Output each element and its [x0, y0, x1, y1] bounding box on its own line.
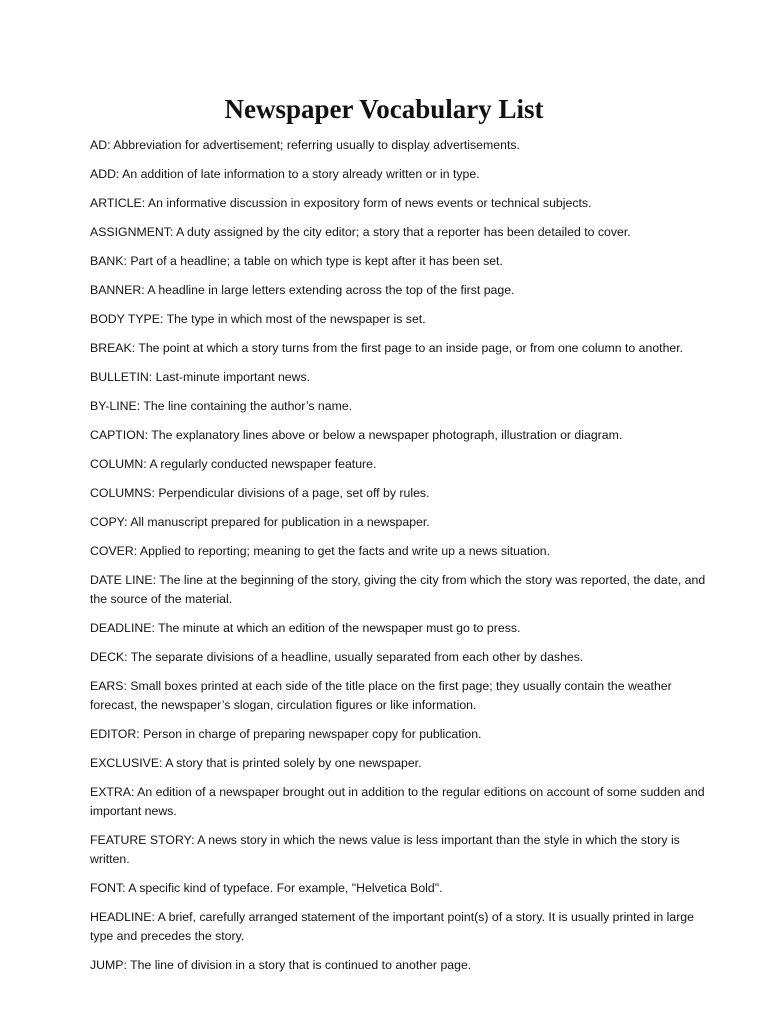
entry-term: BANK: [90, 254, 124, 268]
vocabulary-entry: COLUMNS: Perpendicular divisions of a page, set off by rules.: [90, 486, 430, 500]
vocabulary-entry: HEADLINE: A brief, carefully arranged statement of the important point(s) of a story. It is usually printed in large type and precedes the story.: [90, 910, 694, 943]
entry-definition: An edition of a newspaper brought out in addition to the regular editions on account of some sudden and important news.: [90, 785, 705, 818]
vocabulary-entry: EDITOR: Person in charge of preparing newspaper copy for publication.: [90, 727, 482, 741]
vocabulary-entry: ARTICLE: An informative discussion in expository form of news events or technical subjects.: [90, 196, 592, 210]
entry-term: FONT: [90, 881, 123, 895]
entry-term: BODY TYPE: [90, 312, 160, 326]
entry-definition: An addition of late information to a story already written or in type.: [122, 167, 480, 181]
vocabulary-entry: BANNER: A headline in large letters extending across the top of the first page.: [90, 283, 515, 297]
entry-term: EARS: [90, 679, 124, 693]
entry-definition: A brief, carefully arranged statement of the important point(s) of a story. It is usually printed in large type and precedes the story.: [90, 910, 694, 943]
vocabulary-entry: EARS: Small boxes printed at each side of the title place on the first page; they usually contain the weather forecast, the newspaper’s slogan, circulation figures or like information.: [90, 679, 672, 712]
entry-term: AD: [90, 138, 108, 152]
entry-term: HEADLINE: [90, 910, 152, 924]
entry-term: ASSIGNMENT: [90, 225, 170, 239]
entry-definition: A duty assigned by the city editor; a story that a reporter has been detailed to cover.: [176, 225, 631, 239]
entry-definition: The line of division in a story that is continued to another page.: [130, 958, 472, 972]
vocabulary-entry: DATE LINE: The line at the beginning of the story, giving the city from which the story was reported, the date, and the source of the material.: [90, 573, 706, 606]
entry-definition: Applied to reporting; meaning to get the facts and write up a news situation.: [139, 544, 551, 558]
vocabulary-list: [90, 136, 720, 975]
entry-term: COLUMN: [90, 457, 144, 471]
entry-term: COLUMNS: [90, 486, 152, 500]
entry-term: ARTICLE: [90, 196, 142, 210]
entry-definition: Person in charge of preparing newspaper copy for publication.: [143, 727, 482, 741]
entry-definition: A news story in which the news value is less important than the style in which the story is written.: [90, 833, 680, 866]
entry-term: EDITOR: [90, 727, 137, 741]
vocabulary-entry: FEATURE STORY: A news story in which the news value is less important than the style in which the story is written.: [90, 833, 680, 866]
entry-definition: The minute at which an edition of the newspaper must go to press.: [158, 621, 521, 635]
entry-term: DATE LINE: [90, 573, 153, 587]
vocabulary-entry: COPY: All manuscript prepared for publication in a newspaper.: [90, 515, 430, 529]
entry-definition: The separate divisions of a headline, usually separated from each other by dashes.: [130, 650, 584, 664]
vocabulary-entry: ADD: An addition of late information to a story already written or in type.: [90, 167, 480, 181]
vocabulary-entry: COVER: Applied to reporting; meaning to get the facts and write up a news situation.: [90, 544, 551, 558]
entry-term: JUMP: [90, 958, 124, 972]
vocabulary-entry: JUMP: The line of division in a story that is continued to another page.: [90, 958, 472, 972]
vocabulary-entry: BY-LINE: The line containing the author’s name.: [90, 399, 353, 413]
entry-term: BREAK: [90, 341, 132, 355]
entry-term: EXTRA: [90, 785, 131, 799]
entry-definition: An informative discussion in expository form of news events or technical subjects.: [147, 196, 592, 210]
vocabulary-entry: EXTRA: An edition of a newspaper brought out in addition to the regular editions on account of some sudden and important news.: [90, 785, 705, 818]
vocabulary-entry: FONT: A specific kind of typeface. For example, "Helvetica Bold".: [90, 881, 443, 895]
entry-definition: Last-minute important news.: [155, 370, 311, 384]
entry-definition: Abbreviation for advertisement; referring usually to display advertisements.: [113, 138, 520, 152]
vocabulary-entry: AD: Abbreviation for advertisement; referring usually to display advertisements.: [90, 138, 520, 152]
vocabulary-entry: BREAK: The point at which a story turns from the first page to an inside page, or from one column to another.: [90, 341, 684, 355]
entry-term: FEATURE STORY: [90, 833, 192, 847]
page-title: Newspaper Vocabulary List: [224, 94, 544, 124]
entry-term: EXCLUSIVE: [90, 756, 160, 770]
entry-definition: A regularly conducted newspaper feature.: [149, 457, 377, 471]
entry-definition: A headline in large letters extending across the top of the first page.: [147, 283, 515, 297]
entry-term: DECK: [90, 650, 125, 664]
vocabulary-entry: CAPTION: The explanatory lines above or below a newspaper photograph, illustration or diagram.: [90, 428, 623, 442]
entry-term: BULLETIN: [90, 370, 149, 384]
entry-term: BANNER: [90, 283, 142, 297]
entry-definition: A story that is printed solely by one newspaper.: [165, 756, 422, 770]
entry-definition: A specific kind of typeface. For example, "Helvetica Bold".: [128, 881, 443, 895]
entry-definition: All manuscript prepared for publication in a newspaper.: [130, 515, 430, 529]
entry-term: COPY: [90, 515, 125, 529]
entry-definition: Small boxes printed at each side of the title place on the first page; they usually contain the weather forecast, the newspaper’s slogan, circulation figures or like information.: [90, 679, 672, 712]
vocabulary-entry: ASSIGNMENT: A duty assigned by the city editor; a story that a reporter has been detailed to cover.: [90, 225, 631, 239]
entry-definition: The explanatory lines above or below a newspaper photograph, illustration or diagram.: [151, 428, 623, 442]
vocabulary-entry: BODY TYPE: The type in which most of the newspaper is set.: [90, 312, 426, 326]
entry-definition: Part of a headline; a table on which type is kept after it has been set.: [130, 254, 503, 268]
vocabulary-entry: EXCLUSIVE: A story that is printed solely by one newspaper.: [90, 756, 422, 770]
vocabulary-entry: DECK: The separate divisions of a headline, usually separated from each other by dashes.: [90, 650, 584, 664]
entry-definition: The point at which a story turns from the first page to an inside page, or from one column to another.: [138, 341, 684, 355]
entry-term: DEADLINE: [90, 621, 152, 635]
vocabulary-entry: COLUMN: A regularly conducted newspaper feature.: [90, 457, 377, 471]
entry-term: ADD: [90, 167, 116, 181]
entry-term: COVER: [90, 544, 134, 558]
vocabulary-entry: BULLETIN: Last-minute important news.: [90, 370, 311, 384]
vocabulary-entry: BANK: Part of a headline; a table on which type is kept after it has been set.: [90, 254, 503, 268]
vocabulary-entry: DEADLINE: The minute at which an edition of the newspaper must go to press.: [90, 621, 521, 635]
entry-definition: The line at the beginning of the story, giving the city from which the story was reported, the date, and the source of the material.: [90, 573, 706, 606]
entry-definition: The line containing the author’s name.: [143, 399, 353, 413]
entry-term: CAPTION: [90, 428, 145, 442]
entry-term: BY-LINE: [90, 399, 137, 413]
entry-definition: Perpendicular divisions of a page, set off by rules.: [158, 486, 430, 500]
entry-definition: The type in which most of the newspaper is set.: [166, 312, 426, 326]
